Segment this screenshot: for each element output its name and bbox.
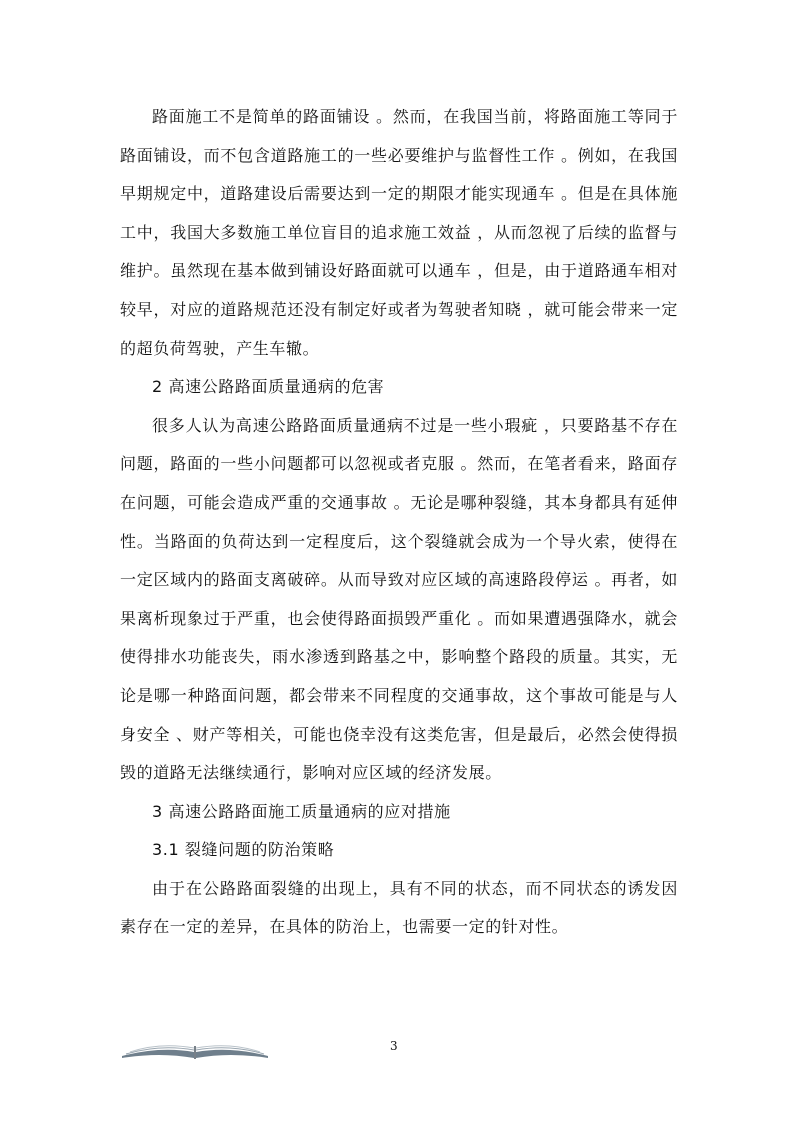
body-paragraph: 由于在公路路面裂缝的出现上，具有不同的状态，而不同状态的诱发因素存在一定的差异，在具体的防治上，也需要一定的针对性。 [120,878,678,937]
open-book-icon [120,1038,270,1060]
document-body [120,98,678,947]
body-paragraph: 很多人认为高速公路路面质量通病不过是一些小瑕疵 ，只要路基不存在问题，路面的一些小问题都可以忽视或者克服 。然而，在笔者看来，路面存在问题，可能会造成严重的交通事故 。无论是哪种裂缝，其本身都具有延伸性。当路面的负荷达到一定程度后，这个裂缝就会成为一个导火索，使得在一定区域内的路面支离破碎。从而导致对应区域的高速路段停运 。再者，如果离析现象过于严重，也会使得路面损毁严重化 。而如果遭遇强降水，就会使得排水功能丧失，雨水渗透到路基之中，影响整个路段的质量。其实，无论是哪一种路面问题，都会带来不同程度的交通事故，这个事故可能是与人身安全 、财产等相关，可能也侥幸没有这类危害，但是最后，必然会使得损毁的道路无法继续通行，影响对应区域的经济发展。 [120,415,678,783]
section-heading: 2 高速公路路面质量通病的危害 [152,377,385,397]
section-heading: 3 高速公路路面施工质量通病的应对措施 [152,801,451,821]
page-number: 3 [390,1039,398,1053]
body-paragraph: 路面施工不是简单的路面铺设 。然而，在我国当前，将路面施工等同于路面铺设，而不包含道路施工的一些必要维护与监督性工作 。例如，在我国早期规定中，道路建设后需要达到一定的期限才能实现通车 。但是在具体施工中，我国大多数施工单位盲目的追求施工效益 ，从而忽视了后续的监督与维护。虽然现在基本做到铺设好路面就可以通车 ，但是，由于道路通车相对较早，对应的道路规范还没有制定好或者为驾驶者知晓 ，就可能会带来一定的超负荷驾驶，产生车辙。 [120,107,678,358]
subsection-heading: 3.1 裂缝问题的防治策略 [152,840,335,860]
